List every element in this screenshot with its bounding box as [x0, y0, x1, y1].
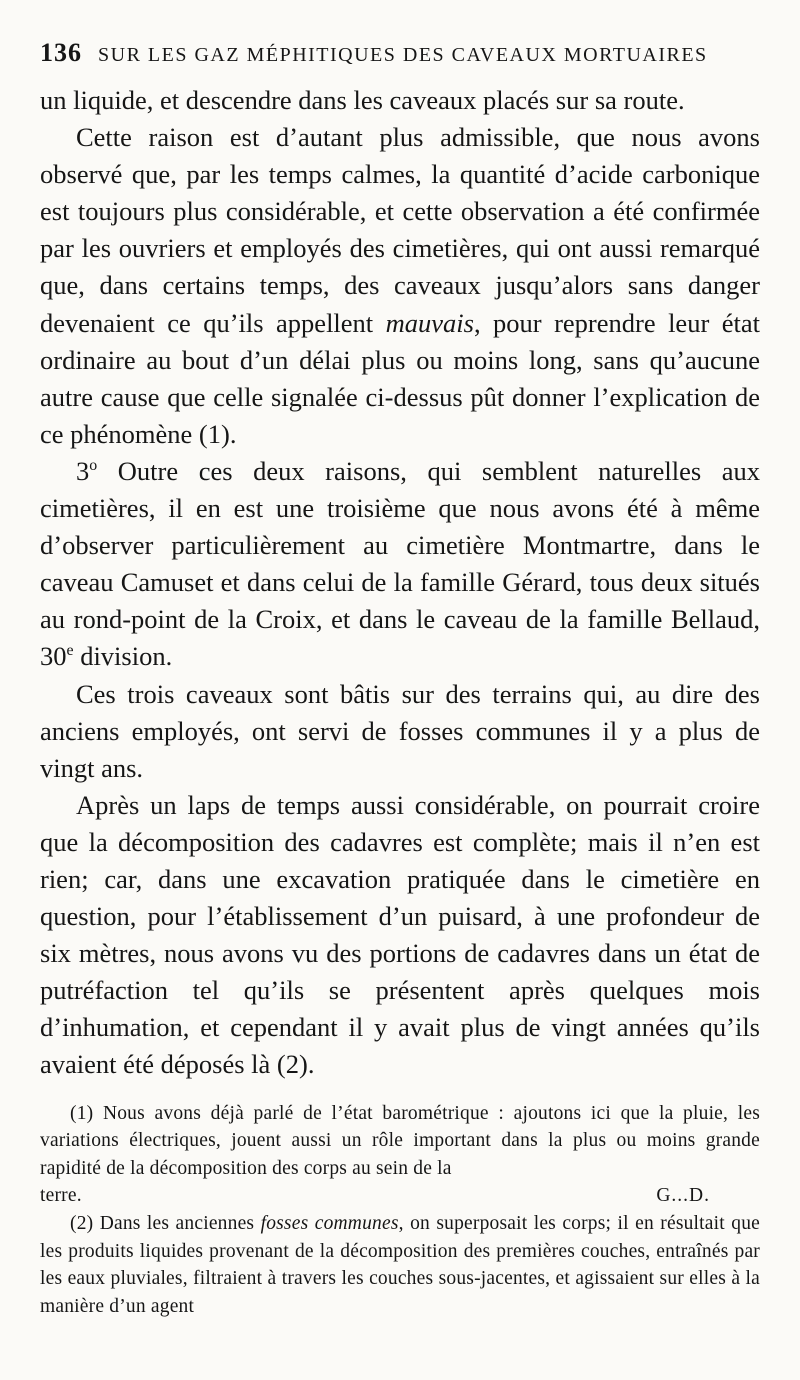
footnote-2-text-a: (2) Dans les anciennes	[70, 1212, 261, 1234]
paragraph-5: Après un laps de temps aussi considérable, on pourrait croire que la décomposition des cadavres est complète; mais il n’en est rien; car, dans une excavation pratiquée dans le cimetière en question, pour l’établissement d’un puisard, à une profondeur de six mètres, nous avons vu des portions de cadavres dans un état de putréfaction tel qu’ils se présentent après quelques mois d’inhumation, et cependant il y avait plus de vingt années qu’ils avaient été déposés là (2).	[40, 789, 760, 1080]
footnote-2-italic: fosses communes	[260, 1212, 399, 1234]
paragraph-2-text-a: Cette raison est d’autant plus admissible, que nous avons observé que, par les temps calmes, la quantité d’acide carbonique est toujours plus considérable, et cette observation a été confirmée par les ouvriers et employés des cimetières, qui ont aussi remarqué que, dans certains temps, des caveaux jusqu’alors sans danger devenaient ce qu’ils appellent	[40, 122, 760, 338]
page-number: 136	[40, 38, 82, 67]
running-header	[40, 38, 760, 82]
footnote-1-end	[40, 1182, 760, 1210]
footnote-2	[40, 1210, 760, 1320]
footnote-1-last-word: terre.	[40, 1185, 82, 1207]
paragraph-2-italic: mauvais	[385, 307, 474, 338]
paragraph-3-text-a: Outre ces deux raisons, qui semblent naturelles aux cimetières, il en est une troisième que nous avons été à même d’observer particulièrement au cimetière Montmartre, dans le caveau Camuset et dans celui de la famille Gérard, tous deux situés au rond-point de la Croix, et dans le caveau de la famille Bellaud, 30	[40, 455, 760, 672]
running-title: SUR LES GAZ MÉPHITIQUES DES CAVEAUX MORTUAIRES	[98, 44, 708, 66]
paragraph-3	[40, 453, 760, 676]
body-text	[40, 82, 760, 1084]
footnote-1-signature: G...D.	[656, 1185, 710, 1207]
paragraph-3-number-sup: o	[89, 457, 98, 475]
paragraph-2-text-b: , pour reprendre leur état ordinaire au bout d’un délai plus ou moins long, sans qu’aucune autre cause que celle signalée ci-dessus pût donner l’explication de ce phénomène (1).	[40, 307, 760, 449]
footnote-2-text-b: , on superposait les corps; il en résultait que les produits liquides provenant de la décomposition des premières couches, entraînés par les eaux pluviales, filtraient à travers les couches sous-jacentes, et agissaient sur elles à la manière d’un agent	[40, 1212, 760, 1317]
paragraph-4: Ces trois caveaux sont bâtis sur des terrains qui, au dire des anciens employés, ont servi de fosses communes il y a plus de vingt ans.	[40, 678, 760, 783]
footnote-1	[40, 1100, 760, 1183]
paragraph-1: un liquide, et descendre dans les caveaux placés sur sa route.	[40, 85, 685, 115]
footnote-1-text: (1) Nous avons déjà parlé de l’état barométrique : ajoutons ici que la pluie, les variations électriques, jouent aussi un rôle important dans la plus ou moins grande rapidité de la décomposition des corps au sein de la	[40, 1102, 760, 1179]
paragraph-3-number: 3	[76, 455, 90, 486]
paragraph-2	[40, 119, 760, 453]
paragraph-3-sup: e	[66, 642, 74, 660]
paragraph-3-text-b: division.	[73, 641, 173, 672]
footnotes	[40, 1100, 760, 1321]
